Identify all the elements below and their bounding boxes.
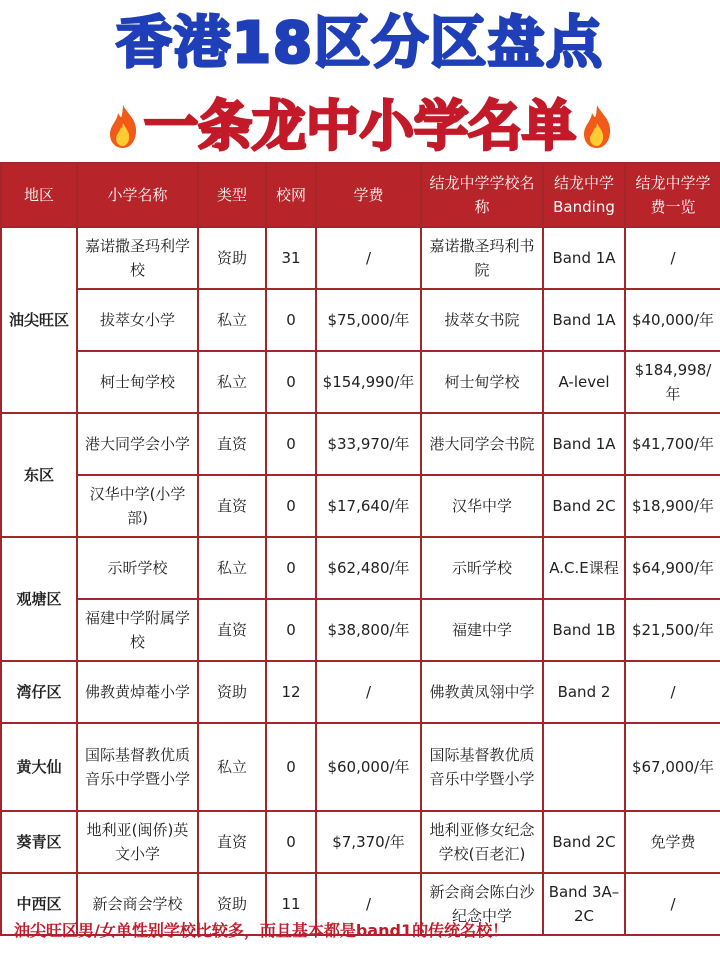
secondary-name-cell: 福建中学 — [421, 599, 543, 661]
school-name-cell: 柯士甸学校 — [77, 351, 198, 413]
secondary-name-cell: 柯士甸学校 — [421, 351, 543, 413]
school-name-cell: 地利亚(闽侨)英文小学 — [77, 811, 198, 873]
secondary-tuition-cell: $41,700/年 — [625, 413, 720, 475]
secondary-tuition-cell: $40,000/年 — [625, 289, 720, 351]
tuition-cell: $17,640/年 — [316, 475, 421, 537]
school-type-cell: 资助 — [198, 661, 266, 723]
banding-cell: Band 1A — [543, 227, 625, 289]
header-banding: 结龙中学Banding — [543, 163, 625, 227]
table-row — [1, 661, 720, 723]
banding-cell: Band 2 — [543, 661, 625, 723]
tuition-cell: / — [316, 873, 421, 935]
school-name-cell: 国际基督教优质音乐中学暨小学 — [77, 723, 198, 811]
school-type-cell: 资助 — [198, 873, 266, 935]
tuition-cell: $75,000/年 — [316, 289, 421, 351]
table-row — [1, 413, 720, 475]
table-row — [1, 811, 720, 873]
secondary-name-cell: 新会商会陈白沙纪念中学 — [421, 873, 543, 935]
school-name-cell: 港大同学会小学 — [77, 413, 198, 475]
school-net-cell: 12 — [266, 661, 316, 723]
school-name-cell: 拔萃女小学 — [77, 289, 198, 351]
table-row — [1, 723, 720, 811]
school-type-cell: 直资 — [198, 811, 266, 873]
school-net-cell: 0 — [266, 599, 316, 661]
school-name-cell: 新会商会学校 — [77, 873, 198, 935]
page-title: 香港18区分区盘点 — [116, 11, 604, 76]
secondary-tuition-cell: / — [625, 227, 720, 289]
secondary-tuition-cell: $64,900/年 — [625, 537, 720, 599]
school-net-cell: 0 — [266, 537, 316, 599]
header-type: 类型 — [198, 163, 266, 227]
school-type-cell: 直资 — [198, 475, 266, 537]
table-row — [1, 289, 720, 351]
banding-cell: Band 1A — [543, 413, 625, 475]
header-school-net: 校网 — [266, 163, 316, 227]
tuition-cell: $7,370/年 — [316, 811, 421, 873]
tuition-cell: / — [316, 227, 421, 289]
district-cell: 观塘区 — [1, 537, 77, 661]
school-name-cell: 汉华中学(小学部) — [77, 475, 198, 537]
table-row — [1, 475, 720, 537]
school-type-cell: 直资 — [198, 413, 266, 475]
table-row — [1, 351, 720, 413]
tuition-cell: $38,800/年 — [316, 599, 421, 661]
school-name-cell: 福建中学附属学校 — [77, 599, 198, 661]
school-type-cell: 私立 — [198, 289, 266, 351]
tuition-cell: / — [316, 661, 421, 723]
school-net-cell: 11 — [266, 873, 316, 935]
school-type-cell: 私立 — [198, 537, 266, 599]
district-cell: 东区 — [1, 413, 77, 537]
secondary-name-cell: 地利亚修女纪念学校(百老汇) — [421, 811, 543, 873]
school-name-cell: 示昕学校 — [77, 537, 198, 599]
school-net-cell: 0 — [266, 811, 316, 873]
school-net-cell: 0 — [266, 475, 316, 537]
secondary-name-cell: 汉华中学 — [421, 475, 543, 537]
secondary-name-cell: 嘉诺撒圣玛利书院 — [421, 227, 543, 289]
secondary-name-cell: 佛教黄凤翎中学 — [421, 661, 543, 723]
school-type-cell: 私立 — [198, 723, 266, 811]
banding-cell: A-level — [543, 351, 625, 413]
banding-cell: Band 1A — [543, 289, 625, 351]
table-header-row — [1, 163, 720, 227]
school-type-cell: 私立 — [198, 351, 266, 413]
district-cell: 油尖旺区 — [1, 227, 77, 413]
banding-cell: Band 2C — [543, 475, 625, 537]
banding-cell: Band 1B — [543, 599, 625, 661]
tuition-cell: $154,990/年 — [316, 351, 421, 413]
school-table — [0, 162, 720, 936]
school-net-cell: 0 — [266, 351, 316, 413]
school-type-cell: 直资 — [198, 599, 266, 661]
footer-note: 油尖旺区男/女单性别学校比较多，而且基本都是band1的传统名校！ — [14, 921, 509, 940]
school-type-cell: 资助 — [198, 227, 266, 289]
school-net-cell: 0 — [266, 289, 316, 351]
banding-cell — [543, 723, 625, 811]
fire-icon — [580, 103, 614, 149]
header-primary-school: 小学名称 — [77, 163, 198, 227]
secondary-tuition-cell: $67,000/年 — [625, 723, 720, 811]
banding-cell: A.C.E课程 — [543, 537, 625, 599]
secondary-tuition-cell: / — [625, 661, 720, 723]
secondary-name-cell: 港大同学会书院 — [421, 413, 543, 475]
page-subtitle-text: 一条龙中小学名单 — [144, 94, 576, 158]
header-district: 地区 — [1, 163, 77, 227]
school-net-cell: 0 — [266, 413, 316, 475]
secondary-tuition-cell: 免学费 — [625, 811, 720, 873]
banding-cell: Band 2C — [543, 811, 625, 873]
secondary-tuition-cell: $21,500/年 — [625, 599, 720, 661]
table-row — [1, 227, 720, 289]
school-net-cell: 31 — [266, 227, 316, 289]
page-subtitle — [0, 88, 720, 161]
school-net-cell: 0 — [266, 723, 316, 811]
tuition-cell: $33,970/年 — [316, 413, 421, 475]
secondary-name-cell: 国际基督教优质音乐中学暨小学 — [421, 723, 543, 811]
header-tuition: 学费 — [316, 163, 421, 227]
banding-cell: Band 3A–2C — [543, 873, 625, 935]
tuition-cell: $60,000/年 — [316, 723, 421, 811]
header-secondary-tuition: 结龙中学学费一览 — [625, 163, 720, 227]
district-cell: 黄大仙 — [1, 723, 77, 811]
secondary-tuition-cell: / — [625, 873, 720, 935]
district-cell: 湾仔区 — [1, 661, 77, 723]
header-secondary-school: 结龙中学学校名称 — [421, 163, 543, 227]
district-cell: 葵青区 — [1, 811, 77, 873]
tuition-cell: $62,480/年 — [316, 537, 421, 599]
secondary-tuition-cell: $18,900/年 — [625, 475, 720, 537]
fire-icon — [106, 103, 140, 149]
school-name-cell: 佛教黄焯菴小学 — [77, 661, 198, 723]
school-name-cell: 嘉诺撒圣玛利学校 — [77, 227, 198, 289]
table-row — [1, 599, 720, 661]
table-row — [1, 537, 720, 599]
district-cell: 中西区 — [1, 873, 77, 935]
secondary-name-cell: 示昕学校 — [421, 537, 543, 599]
secondary-tuition-cell: $184,998/年 — [625, 351, 720, 413]
secondary-name-cell: 拔萃女书院 — [421, 289, 543, 351]
